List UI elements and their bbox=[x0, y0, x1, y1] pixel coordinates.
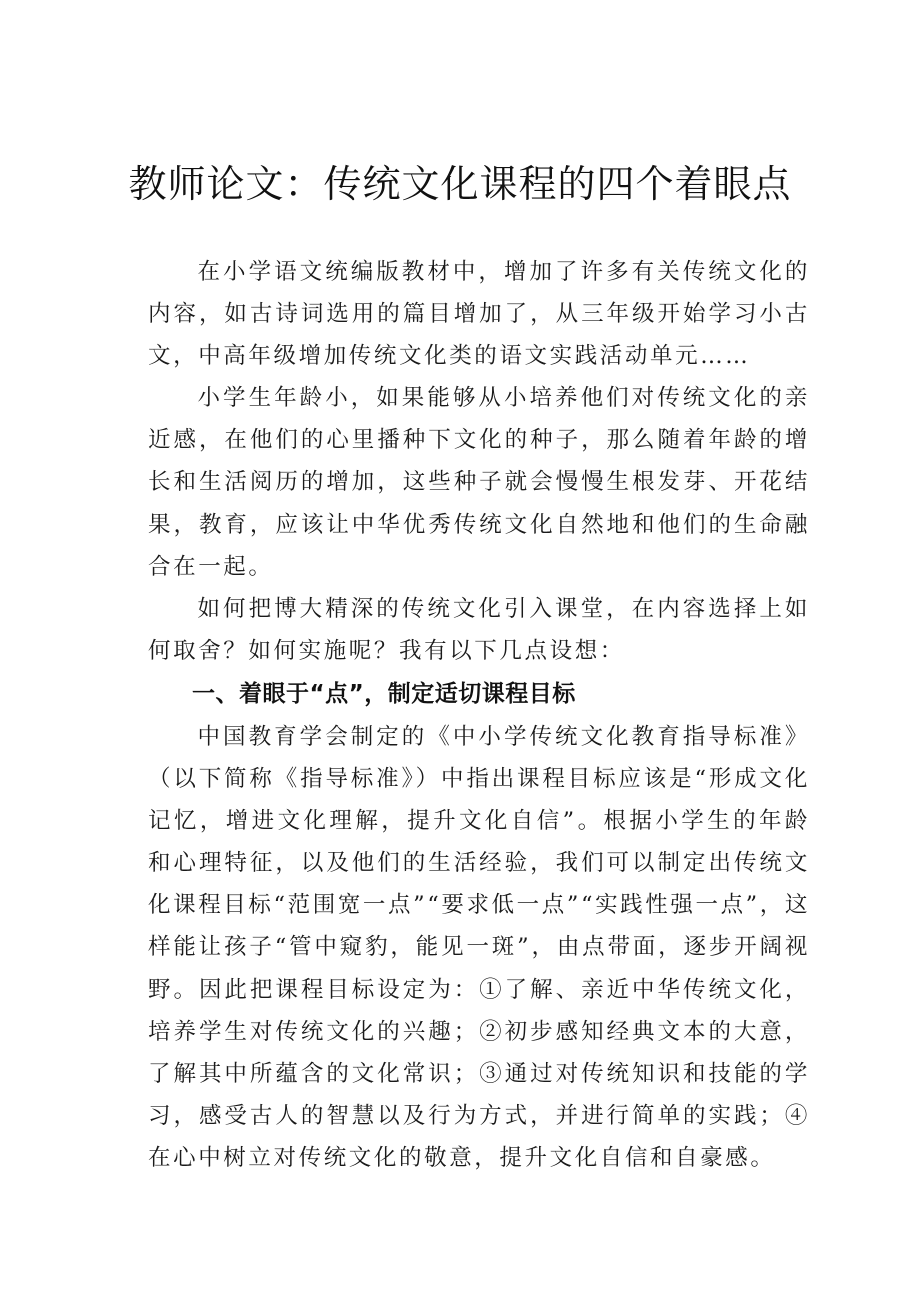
paragraph-question: 如何把博大精深的传统文化引入课堂，在内容选择上如何取舍？如何实施呢？我有以下几点设想： bbox=[148, 595, 810, 664]
section-heading-1: 一、着眼于“点”，制定适切课程目标 bbox=[192, 680, 576, 707]
document-body bbox=[148, 251, 810, 1179]
paragraph-age: 小学生年龄小，如果能够从小培养他们对传统文化的亲近感，在他们的心里播种下文化的种子，那么随着年龄的增长和生活阅历的增加，这些种子就会慢慢生根发芽、开花结果，教育，应该让中华优秀传统文化自然地和他们的生命融合在一起。 bbox=[148, 385, 810, 580]
document-title: 教师论文：传统文化课程的四个着眼点 bbox=[128, 162, 792, 206]
paragraph-section-1: 中国教育学会制定的《中小学传统文化教育指导标准》（以下简称《指导标准》）中指出课程目标应该是“形成文化记忆，增进文化理解，提升文化自信”。根据小学生的年龄和心理特征，以及他们的生活经验，我们可以制定出传统文化课程目标“范围宽一点”“要求低一点”“实践性强一点”，这样能让孩子“管中窥豹，能见一斑”，由点带面，逐步开阔视野。因此把课程目标设定为：①了解、亲近中华传统文化，培养学生对传统文化的兴趣；②初步感知经典文本的大意，了解其中所蕴含的文化常识；③通过对传统知识和技能的学习，感受古人的智慧以及行为方式，并进行简单的实践；④在心中树立对传统文化的敬意，提升文化自信和自豪感。 bbox=[148, 723, 810, 1171]
paragraph-intro: 在小学语文统编版教材中，增加了许多有关传统文化的内容，如古诗词选用的篇目增加了，从三年级开始学习小古文，中高年级增加传统文化类的语文实践活动单元…… bbox=[148, 259, 810, 370]
